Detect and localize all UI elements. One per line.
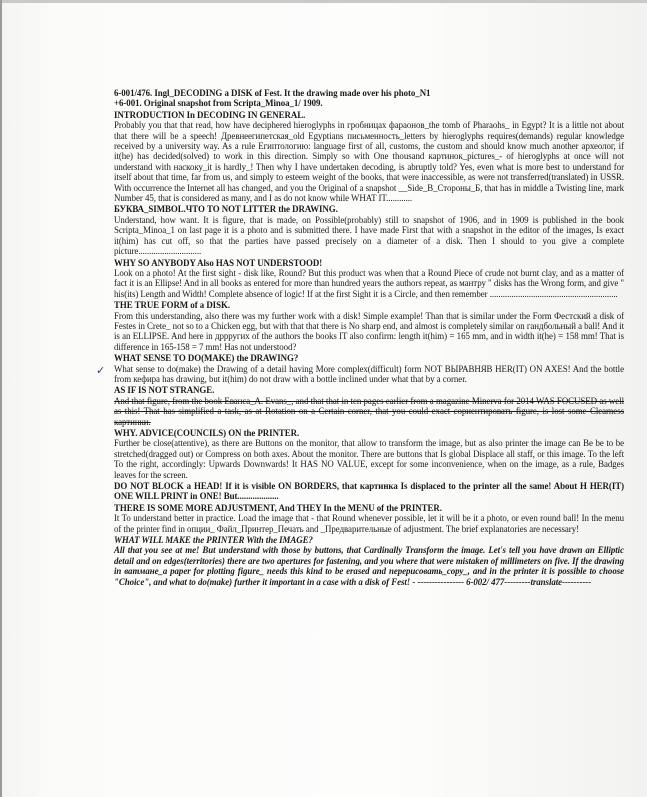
section-heading-more-adjustment: THERE IS SOME MORE ADJUSTMENT, And THEY In the MENU of the PRINTER. [114, 502, 442, 513]
scan-left-edge [0, 0, 2, 797]
header-line-1: 6-001/476. Ingl_DECODING a DISK of Fest. It the drawing made over his photo_N1 [114, 88, 431, 98]
section-body-true-form: From this understanding, also there was my further work with a disk! Simple example! Than that is similar under the Form Фестский a disk of Festes in Crete_ not so to a Chicken egg, but with that that there is No sharp end, and almost is completely similar on гандбольный a ball! And it is an ELLIPSE. And here in дррругих of the authors the books IT also confirm: length it(him) = 165 mm, and in width it(he) = 158 mm! That is difference in 165-158 = 7 mm! Has not understood? [114, 310, 624, 352]
section-heading-true-form: THE TRUE FORM of a DISK. [114, 300, 230, 311]
section-heading-introduction: INTRODUCTION In DECODING IN GENERAL. [114, 109, 306, 120]
section-body-more-adjustment: It To understand better in practice. Load the image that - that Round whenever possible, let it will be it a photo, or even round ball! In the menu of the printer find in опции_ Файл_Принтер_Печать and _Предварительные of adjustment. The brief explanatories are necessary! [114, 513, 624, 534]
document-text [114, 88, 624, 587]
scan-top-edge [0, 0, 647, 3]
section-heading-do-not-block: DO NOT BLOCK a HEAD! If it is visible ON BORDERS, that картинка Is displaced to the printer all the same! About H HER(IT) ONE WILL PRINT in ONE! But................... [114, 481, 624, 502]
section-body-why-not-understood: Look on a photo! At the first sight - disk like, Round? But this product was when that a Round Piece of crude not burnt clay, and as a matter of fact it is an Ellipse! And in all books as entered for more than hundred years the authors repeat, as мантру " disks has the Wrong form, and give " his(its) Length and Width! Complete absence of logic! If at the first Sight it is a Circle, and then remember ........................................................... [114, 267, 624, 299]
section-body-symbol: Understand, how want. It is figure, that is made, on Possible(probably) still to snapshot of 1906, and in 1909 is published in the book Scripta_Minoa_1 on last page it is a photo and is submitted there. I have made First that with a snapshot in the editor of the images, Is exact it(him) has cut off, so that the parties have passed precisely on a diameter of a disk. Then I should to you give a complete picture............................. [114, 214, 624, 257]
section-body-introduction: Probably you that that read, how have deciphered hieroglyphs in гробницах фараонов_the tomb of Pharaohs_ in Egypt? It is a little not about that there will be a speech! Древнеегипетская_old Egyptians письменность_letters by hieroglyphs requires(demands) regular knowledge received by a university way. As a rule Египтологию: language first of all, customs, the custom and should know much another археолог, if it(he) has decided(solved) to work in this direction. Simply so with One thousand картинок_pictures_- of hieroglyphs at once will not understand with наскоку_it is hardly_! Then why I have undertaken decoding, is abruptly told? Yes, even what is more best to understand for itself about that time, far from us, and simply to esteem weight of the books, that were inaccessible, as were not transferred(translated) in USSR. With occurrence the Internet all has changed, and you the Original of a snapshot __Side_B_Стороны_Б, that has in middle a Twisting line, mark Number 45, that is considered as many, and I as do not know while WHAT IT............ [114, 120, 624, 204]
section-heading-printer-advice: WHY. ADVICE(COUNCILS) ON the PRINTER. [114, 428, 300, 438]
section-body-drawing-sense: What sense to do(make) the Drawing of a detail having More complex(difficult) form NOT ВЫРАВНЯВ HER(IT) ON AXES! And the bottle from кефира has drawing, but it(him) do not draw with a bottle inclined under what that by a corner. [114, 363, 624, 384]
section-heading-not-strange: AS IF IS NOT STRANGE. [114, 385, 215, 396]
section-body-not-strange: And that figure, from the book Евансa_A. Evans_, and that that in ten pages earlier from a magazine Minerva for 2014 WAS FOCUSED as well as this! That has simplified a task, as at Rotation on a Certain corner, that you could exact сориентировать figure, is lost some Clearness картинки. [114, 395, 624, 427]
header-line-2: +6-001. Original snapshot from Scripta_Minoa_1/ 1909. [114, 98, 323, 109]
section-body-printer-image: All that you see at me! But understand with those by buttons, that Cardinally Transform the image. Let's tell you have drawn an Elliptic detail and on edges(territories) there are two apertures for fastening, and you where that were mistaken of millimeters on five. If the drawing in ватмане_a paper for plotting figure_ needs this kind to be erased and перерисовать_copy_, and in the printer it is possible to choose "Choice", and what to do(make) further it important in a case with a disk of Fest! - ---------------- 6-002/ 477---------translate---------- [114, 545, 624, 587]
section-heading-why-not-understood: WHY SO ANYBODY Also HAS NOT UNDERSTOOD! [114, 257, 323, 268]
section-body-printer-advice: Further be close(attentive), as there are Buttons on the monitor, that allow to transform the image, but as also printer the image can Be be to be stretched(dragged out) or Compress on both axes. About the monitor. There are buttons that Is global Displace all staff, or this image. To the left To the right, accordingly: Upwards Downwards! It HAS NO VALUE, except for some inconvenience, when on the image, as a rule, Badges leaves for the screen. [114, 438, 624, 480]
section-heading-printer-image: WHAT WILL MAKE the PRINTER With the IMAGE? [114, 535, 313, 546]
section-heading-drawing-sense: WHAT SENSE TO DO(MAKE) the DRAWING? [114, 353, 299, 364]
section-heading-symbol: БУКВА_SIMBOL.ЧТО TO NOT LITTER the DRAWING. [114, 204, 338, 215]
handwritten-check-mark: ✓ [96, 364, 106, 377]
